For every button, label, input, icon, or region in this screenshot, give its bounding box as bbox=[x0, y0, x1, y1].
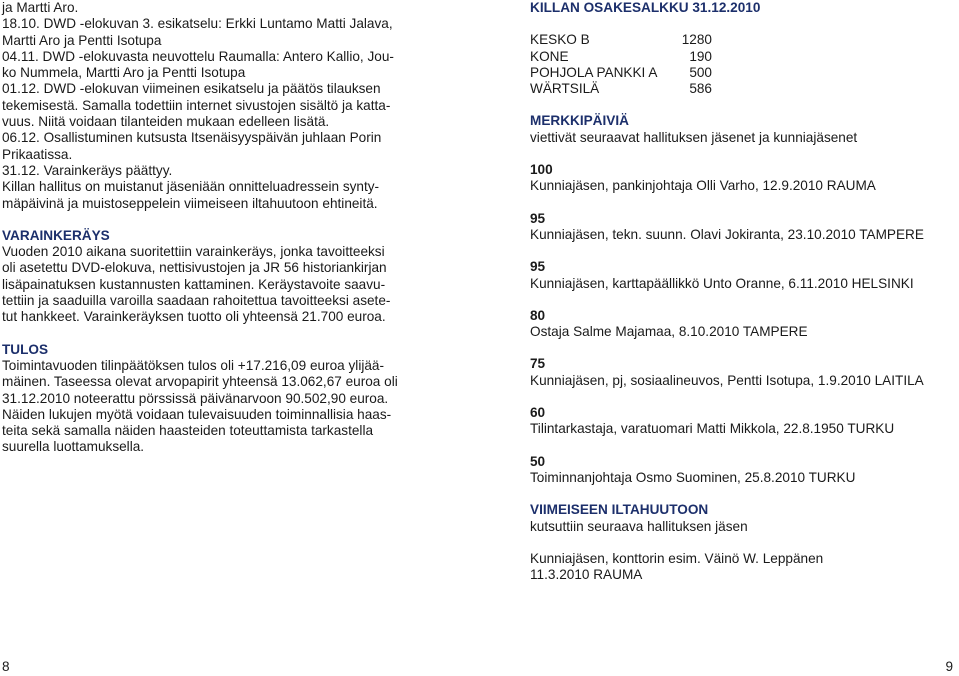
stock-name: POHJOLA PANKKI A bbox=[530, 64, 658, 80]
intro-line: 06.12. Osallistuminen kutsusta Itsenäisyyspäivän juhlaan Porin bbox=[2, 130, 382, 146]
entry-text: Kunniajäsen, pankinjohtaja Olli Varho, 12.9.2010 RAUMA bbox=[530, 178, 876, 194]
varainkerays-line: tut hankkeet. Varainkeräyksen tuotto oli yhteensä 21.700 euroa. bbox=[2, 309, 386, 325]
stock-value: 586 bbox=[689, 81, 712, 97]
stock-row bbox=[530, 49, 958, 65]
tulos-section bbox=[2, 342, 422, 456]
varainkerays-line: tettiin ja saaduilla varoilla saadaan rahoitettua tavoitteeksi asete- bbox=[2, 293, 391, 309]
stock-row bbox=[530, 81, 958, 97]
stock-value: 1280 bbox=[681, 32, 712, 48]
osakesalkku-section bbox=[530, 0, 958, 97]
merkkipaivia-subtitle: viettivät seuraavat hallituksen jäsenet ja kunniajäsenet bbox=[530, 129, 858, 145]
entry-text: Kunniajäsen, pj, sosiaalineuvos, Pentti Isotupa, 1.9.2010 LAITILA bbox=[530, 372, 924, 388]
intro-text bbox=[2, 0, 422, 212]
entry-text: Kunniajäsen, karttapäällikkö Unto Oranne, 6.11.2010 HELSINKI bbox=[530, 275, 914, 291]
entry-age: 75 bbox=[530, 356, 546, 372]
stock-value: 500 bbox=[689, 64, 712, 80]
entry-age: 95 bbox=[530, 210, 546, 226]
entry-text: Toiminnanjohtaja Osmo Suominen, 25.8.2010 TURKU bbox=[530, 469, 856, 485]
merkkipaiva-entry bbox=[530, 356, 958, 389]
intro-line: 18.10. DWD -elokuvan 3. esikatselu: Erkki Luntamo Matti Jalava, bbox=[2, 16, 393, 32]
stock-name: WÄRTSILÄ bbox=[530, 81, 600, 97]
entry-age: 60 bbox=[530, 405, 546, 421]
stock-list bbox=[530, 32, 958, 97]
intro-line: mäpäivinä ja muistoseppelein viimeiseen iltahuutoon ehtineitä. bbox=[2, 195, 378, 211]
page-number-left: 8 bbox=[2, 659, 10, 674]
entry-age: 100 bbox=[530, 162, 553, 178]
entry-text: Ostaja Salme Majamaa, 8.10.2010 TAMPERE bbox=[530, 324, 808, 340]
stock-name: KESKO B bbox=[530, 32, 590, 48]
intro-line: ko Nummela, Martti Aro ja Pentti Isotupa bbox=[2, 65, 246, 81]
merkkipaiva-entry bbox=[530, 211, 958, 244]
osakesalkku-heading: KILLAN OSAKESALKKU 31.12.2010 bbox=[530, 0, 761, 15]
intro-line: tekemisestä. Samalla todettiin internet sivustojen sisältö ja katta- bbox=[2, 97, 391, 113]
intro-line: Killan hallitus on muistanut jäseniään onnitteluadressein synty- bbox=[2, 179, 380, 195]
stock-name: KONE bbox=[530, 48, 569, 64]
intro-line: Martti Aro ja Pentti Isotupa bbox=[2, 32, 162, 48]
stock-row bbox=[530, 65, 958, 81]
merkkipaiva-entry bbox=[530, 308, 958, 341]
iltahuuto-heading: VIIMEISEEN ILTAHUUTOON bbox=[530, 502, 709, 518]
tulos-line: suurella luottamuksella. bbox=[2, 439, 145, 455]
right-column bbox=[530, 0, 958, 583]
merkkipaiva-entry bbox=[530, 162, 958, 195]
iltahuuto-subtitle: kutsuttiin seuraava hallituksen jäsen bbox=[530, 518, 748, 534]
varainkerays-heading: VARAINKERÄYS bbox=[2, 227, 110, 243]
iltahuuto-line: 11.3.2010 RAUMA bbox=[530, 567, 643, 583]
iltahuuto-section bbox=[530, 502, 958, 583]
stock-value: 190 bbox=[689, 48, 712, 64]
page-number-right: 9 bbox=[945, 659, 953, 674]
varainkerays-line: Vuoden 2010 aikana suoritettiin varainkeräys, jonka tavoitteeksi bbox=[2, 244, 385, 260]
intro-line: vuus. Niitä voidaan tilanteiden mukaan edelleen lisätä. bbox=[2, 114, 330, 130]
merkkipaiva-entry bbox=[530, 454, 958, 487]
tulos-line: mäinen. Taseessa olevat arvopapirit yhteensä 13.062,67 euroa oli bbox=[2, 374, 398, 390]
stock-row bbox=[530, 32, 958, 48]
varainkerays-section bbox=[2, 228, 422, 326]
intro-line: 31.12. Varainkeräys päättyy. bbox=[2, 162, 173, 178]
left-column bbox=[2, 0, 422, 456]
intro-line: Prikaatissa. bbox=[2, 146, 73, 162]
merkkipaiva-entry bbox=[530, 405, 958, 438]
varainkerays-line: oli asetettu DVD-elokuva, nettisivustojen ja JR 56 historiankirjan bbox=[2, 260, 387, 276]
entry-text: Kunniajäsen, tekn. suunn. Olavi Jokiranta, 23.10.2010 TAMPERE bbox=[530, 226, 924, 242]
merkkipaivia-heading: MERKKIPÄIVIÄ bbox=[530, 113, 629, 129]
varainkerays-line: lisäpainatuksen kustannusten kattaminen. Keräystavoite saavu- bbox=[2, 276, 386, 292]
entry-text: Tilintarkastaja, varatuomari Matti Mikkola, 22.8.1950 TURKU bbox=[530, 421, 895, 437]
intro-line: 01.12. DWD -elokuvan viimeinen esikatselu ja päätös tilauksen bbox=[2, 81, 381, 97]
tulos-line: Näiden lukujen myötä voidaan tulevaisuuden toiminnallisia haas- bbox=[2, 406, 392, 422]
tulos-line: Toimintavuoden tilinpäätöksen tulos oli +17.216,09 euroa ylijää- bbox=[2, 357, 385, 373]
entry-age: 50 bbox=[530, 453, 546, 469]
merkkipaivia-section bbox=[530, 113, 958, 486]
entry-age: 95 bbox=[530, 259, 546, 275]
tulos-line: teita sekä samalla näiden haasteiden toteuttamista tarkastella bbox=[2, 423, 374, 439]
intro-line: 04.11. DWD -elokuvasta neuvottelu Raumalla: Antero Kallio, Jou- bbox=[2, 48, 394, 64]
intro-line: ja Martti Aro. bbox=[2, 0, 79, 15]
iltahuuto-line: Kunniajäsen, konttorin esim. Väinö W. Leppänen bbox=[530, 550, 824, 566]
tulos-heading: TULOS bbox=[2, 341, 49, 357]
entry-age: 80 bbox=[530, 307, 546, 323]
tulos-line: 31.12.2010 noteerattu pörssissä päivänarvoon 90.502,90 euroa. bbox=[2, 390, 389, 406]
merkkipaiva-entry bbox=[530, 259, 958, 292]
